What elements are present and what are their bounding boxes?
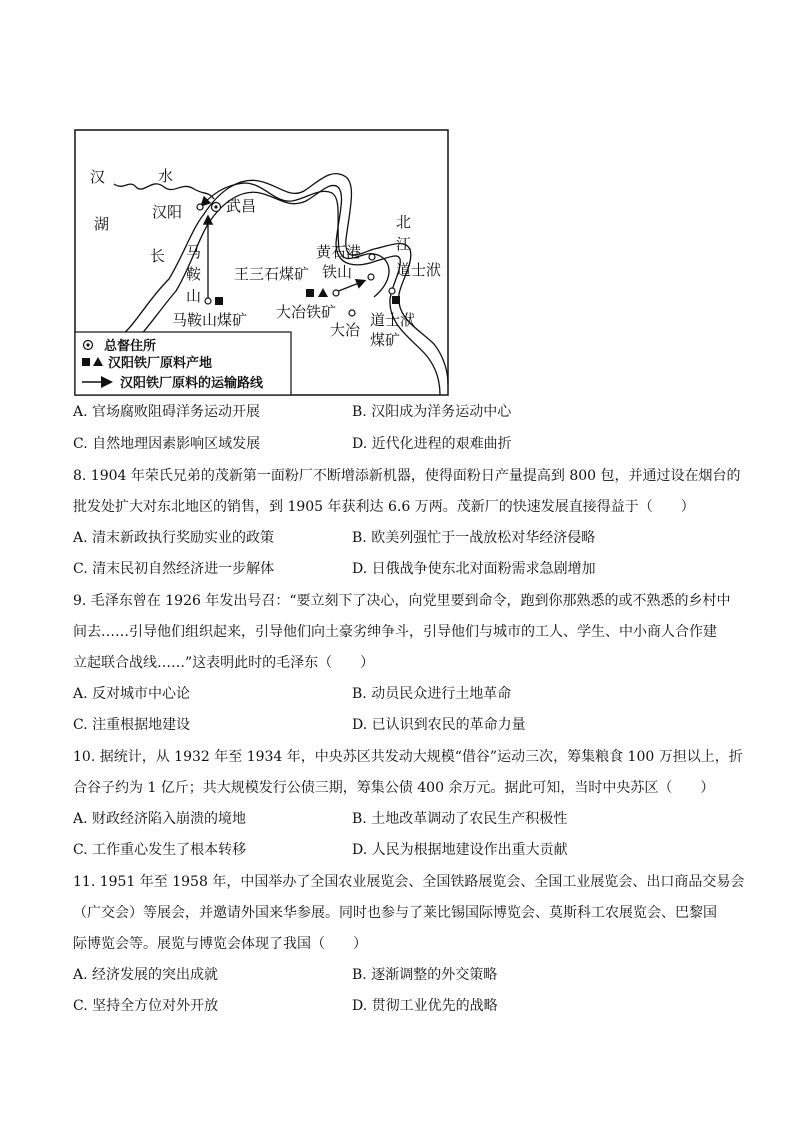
q9-option-d: D. 已认识到农民的革命力量 xyxy=(352,717,526,733)
label-chang: 长 xyxy=(150,247,166,265)
map-figure xyxy=(74,129,449,396)
q9-stem-line-1: 9. 毛泽东曾在 1926 年发出号召：“要立刻下了决心，向党里要到命令，跑到你那熟悉的或不熟悉的乡村中 xyxy=(73,593,731,609)
label-hanyang: 汉阳 xyxy=(152,203,183,221)
q10-stem-line-2: 合谷子约为 1 亿斤；共大规模发行公债三期，筹集公债 400 余万元。据此可知，当时中央苏区（ ） xyxy=(73,780,715,796)
q9-option-c: C. 注重根据地建设 xyxy=(73,717,191,733)
q10-option-d: D. 人民为根据地建设作出重大贡献 xyxy=(352,842,568,858)
q11-stem-line-1: 11. 1951 年至 1958 年，中国举办了全国农业展览会、全国铁路展览会、全国工业展览会、出口商品交易会 xyxy=(73,874,745,890)
wangsanshi-triangle-icon xyxy=(318,288,328,297)
han-river xyxy=(114,184,214,199)
label-han: 汉 xyxy=(90,168,106,186)
wangsanshi-marker xyxy=(333,290,339,296)
label-daye: 大冶 xyxy=(330,321,361,339)
q9-option-b: B. 动员民众进行土地革命 xyxy=(352,686,512,702)
q10-stem-line-1: 10. 据统计，从 1932 年至 1934 年，中央苏区共发动大规模“借谷”运动三次，筹集粮食 100 万担以上，折 xyxy=(73,749,743,765)
q7-option-c: C. 自然地理因素影响区域发展 xyxy=(73,436,261,452)
q11-option-d: D. 贯彻工业优先的战略 xyxy=(352,998,498,1014)
q7-option-b: B. 汉阳成为洋务运动中心 xyxy=(352,404,512,420)
q8-option-a: A. 清末新政执行奖励实业的政策 xyxy=(73,530,275,546)
label-huangshigang: 黄石港 xyxy=(316,243,362,261)
legend-route-label: 汉阳铁厂原料的运输路线 xyxy=(120,376,264,391)
label-maanshan-mine: 马鞍山煤矿 xyxy=(172,311,248,329)
label-hu: 湖 xyxy=(94,215,110,233)
q8-stem-line-1: 8. 1904 年荣氏兄弟的茂新第一面粉厂不断增添新机器，使得面粉日产量提高到 800 包，并通过设在烟台的 xyxy=(73,468,741,484)
tieshan-marker xyxy=(368,274,374,280)
label-jiang: 江 xyxy=(396,235,412,253)
maanshan-source-icon xyxy=(215,297,223,305)
q7-option-a: A. 官场腐败阻碍洋务运动开展 xyxy=(73,404,261,420)
q10-option-c: C. 工作重心发生了根本转移 xyxy=(73,842,247,858)
daye-marker xyxy=(349,310,355,316)
label-daoshifu-mine-2: 煤矿 xyxy=(370,331,401,349)
q8-option-b: B. 欧美列强忙于一战放松对华经济侵略 xyxy=(352,530,596,546)
label-daoshifu: 道士洑 xyxy=(396,261,442,279)
q11-stem-line-2: （广交会）等展会，并邀请外国来华参展。同时也参与了莱比锡国际博览会、莫斯科工农展览会、巴黎国 xyxy=(73,905,717,921)
daoshifu-marker xyxy=(389,288,395,294)
label-shan: 山 xyxy=(186,287,202,305)
label-wangsanshi-mine: 王三石煤矿 xyxy=(234,265,310,283)
q9-option-a: A. 反对城市中心论 xyxy=(73,686,191,702)
q10-option-b: B. 土地改革调动了农民生产积极性 xyxy=(352,811,568,827)
legend-governor-label: 总督住所 xyxy=(104,339,157,354)
hanyang-marker xyxy=(197,204,203,210)
q11-stem-line-3: 际博览会等。展览与博览会体现了我国（ ） xyxy=(73,936,367,952)
label-bei: 北 xyxy=(396,213,412,231)
q9-stem-line-3: 立起联合战线……”这表明此时的毛泽东（ ） xyxy=(73,655,375,671)
q11-option-b: B. 逐渐调整的外交策略 xyxy=(352,967,498,983)
q10-option-a: A. 财政经济陷入崩溃的境地 xyxy=(73,811,247,827)
legend-source-label: 汉阳铁厂原料产地 xyxy=(108,356,213,371)
q9-stem-line-2: 间去……引导他们组织起来，引导他们向土豪劣绅争斗，引导他们与城市的工人、学生、中小商人合作建 xyxy=(73,624,717,640)
label-wuchang: 武昌 xyxy=(226,197,257,215)
label-ma: 马 xyxy=(186,243,202,261)
route-wangsanshi xyxy=(336,281,364,292)
legend-square-icon xyxy=(82,358,90,366)
wangsanshi-source-icon xyxy=(306,289,314,297)
daoshifu-source-icon xyxy=(392,296,400,304)
huangshigang-marker xyxy=(369,254,375,260)
maanshan-marker xyxy=(205,298,211,304)
label-daoshifu-mine-1: 道士洑 xyxy=(370,311,416,329)
q8-stem-line-2: 批发处扩大对东北地区的销售，到 1905 年获利达 6.6 万两。茂新厂的快速发展直接得益于（ ） xyxy=(73,499,695,515)
q8-option-c: C. 清末民初自然经济进一步解体 xyxy=(73,561,275,577)
label-shui: 水 xyxy=(158,167,174,185)
q8-option-d: D. 日俄战争使东北对面粉需求急剧增加 xyxy=(352,561,596,577)
q7-option-d: D. 近代化进程的艰难曲折 xyxy=(352,436,512,452)
label-tieshan: 铁山 xyxy=(322,263,353,281)
q11-option-a: A. 经济发展的突出成就 xyxy=(73,967,219,983)
q11-option-c: C. 坚持全方位对外开放 xyxy=(73,998,219,1014)
label-an: 鞍 xyxy=(186,265,202,283)
label-daye-iron-mine: 大冶铁矿 xyxy=(276,303,337,321)
